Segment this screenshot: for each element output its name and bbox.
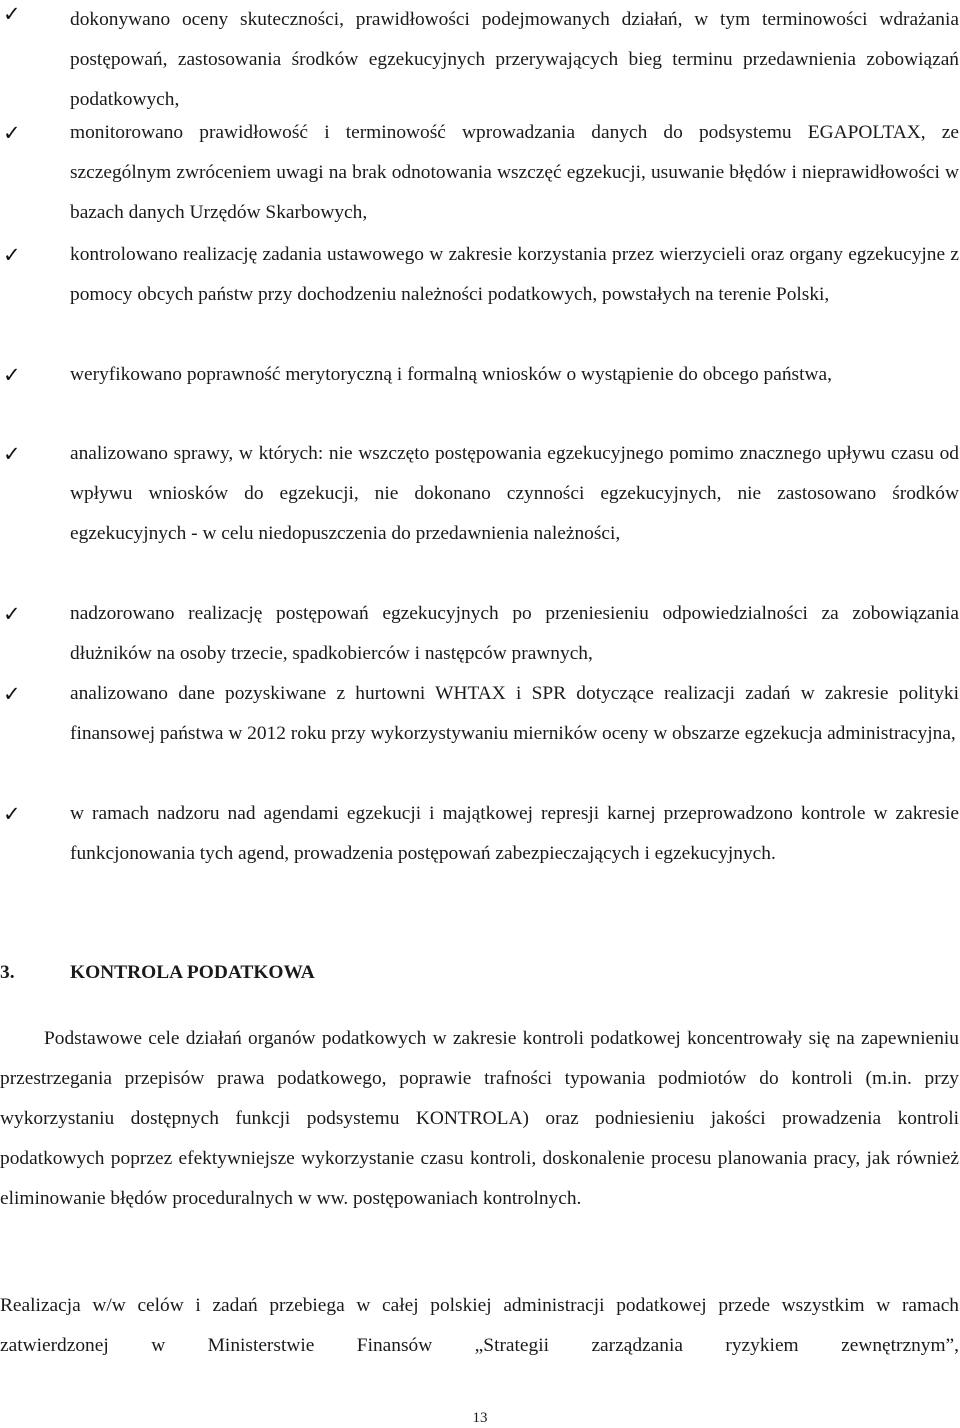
checkmark-icon: ✓ <box>3 2 21 26</box>
body-paragraph: Podstawowe cele działań organów podatkowych w zakresie kontroli podatkowej koncentrowały się na zapewnieniu przestrzegania przepisów prawa podatkowego, poprawie trafności typowania podmiotów do kontroli (m.in. przy wykorzystaniu dostępnych funkcji podsystemu KONTROLA) oraz podniesieniu jakości prowadzenia kontroli podatkowych poprzez efektywniejsze wykorzystanie czasu kontroli, doskonalenie procesu planowania pracy, jak również eliminowanie błędów proceduralnych w ww. postępowaniach kontrolnych. <box>0 1028 959 1209</box>
list-item-text: analizowano sprawy, w których: nie wszczęto postępowania egzekucyjnego pomimo znacznego upływu czasu od wpływu wniosków do egzekucji, nie dokonano czynności egzekucyjnych, nie zastosowano środków egzekucyjnych - w celu niedopuszczenia do przedawnienia należności, <box>70 443 959 544</box>
list-item-text: w ramach nadzoru nad agendami egzekucji i majątkowej represji karnej przeprowadzono kontrole w zakresie funkcjonowania tych agend, prowadzenia postępowań zabezpieczających i egzekucyjnych. <box>70 803 959 864</box>
section-title: KONTROLA PODATKOWA <box>70 962 315 983</box>
page-number: 13 <box>472 1410 488 1426</box>
list-item-text: kontrolowano realizację zadania ustawowego w zakresie korzystania przez wierzycieli oraz organy egzekucyjne z pomocy obcych państw przy dochodzeniu należności podatkowych, powstałych na terenie Polski, <box>70 244 959 305</box>
list-item-text: nadzorowano realizację postępowań egzekucyjnych po przeniesieniu odpowiedzialności za zobowiązania dłużników na osoby trzecie, spadkobierców i następców prawnych, <box>70 603 959 664</box>
checkmark-icon: ✓ <box>3 682 21 706</box>
checkmark-icon: ✓ <box>3 802 21 826</box>
body-paragraph: Realizacja w/w celów i zadań przebiega w całej polskiej administracji podatkowej przede wszystkim w ramach zatwierdzonej w Ministerstwie Finansów „Strategii zarządzania ryzykiem zewnętrznym”, <box>0 1295 959 1356</box>
checkmark-icon: ✓ <box>3 602 21 626</box>
checkmark-icon: ✓ <box>3 442 21 466</box>
checkmark-icon: ✓ <box>3 243 21 267</box>
checkmark-icon: ✓ <box>3 363 21 387</box>
list-item-text: weryfikowano poprawność merytoryczną i formalną wniosków o wystąpienie do obcego państwa, <box>70 364 832 385</box>
checkmark-icon: ✓ <box>3 121 21 145</box>
list-item-text: analizowano dane pozyskiwane z hurtowni WHTAX i SPR dotyczące realizacji zadań w zakresie polityki finansowej państwa w 2012 roku przy wykorzystywaniu mierników oceny w obszarze egzekucja administracyjna, <box>70 683 959 744</box>
list-item-text: dokonywano oceny skuteczności, prawidłowości podejmowanych działań, w tym terminowości wdrażania postępowań, zastosowania środków egzekucyjnych przerywających bieg terminu przedawnienia zobowiązań podatkowych, <box>70 9 959 110</box>
section-number: 3. <box>0 962 15 983</box>
section-heading <box>0 956 960 990</box>
list-item-text: monitorowano prawidłowość i terminowość wprowadzania danych do podsystemu EGAPOLTAX, ze szczególnym zwróceniem uwagi na brak odnotowania wszczęć egzekucji, usuwanie błędów i nieprawidłowości w bazach danych Urzędów Skarbowych, <box>70 122 959 223</box>
